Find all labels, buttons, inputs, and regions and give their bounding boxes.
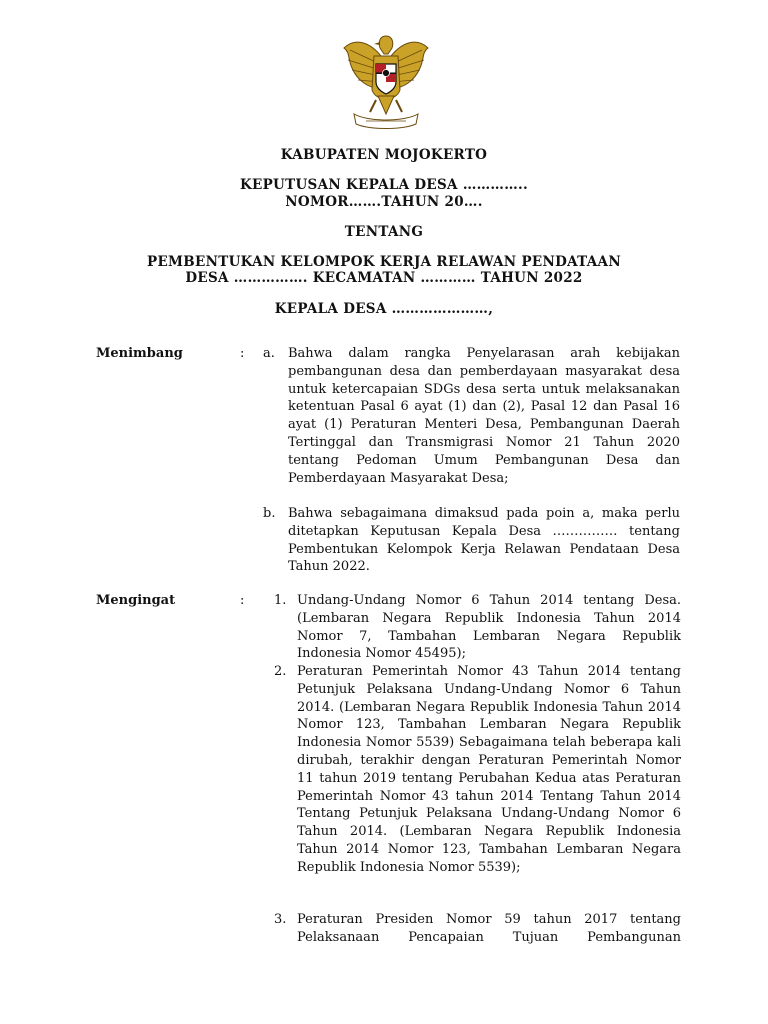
- menimbang-label: Menimbang: [96, 346, 183, 361]
- mengingat-item-2: Peraturan Pemerintah Nomor 43 Tahun 2014 tentang Petunjuk Pelaksana Undang-Undang Nomor 6 Tahun 2014. (Lembaran Negara Republik Indonesia Tahun 2014 Nomor 123, Tambahan Lembaran Negara Republik Indonesia Nomor 5539) Sebagaimana telah beberapa kali dirubah, terakhir dengan Peraturan Pemerintah Nomor 11 tahun 2019 tentang Perubahan Kedua atas Peraturan Pemerintah Nomor 43 tahun 2014 Tentang Tahun 2014 Tentang Petunjuk Pelaksana Undang-Undang Nomor 6 Tahun 2014. (Lembaran Negara Republik Indonesia Tahun 2014 Nomor 123, Tambahan Lembaran Negara Republik Indonesia Nomor 5539);: [297, 664, 681, 875]
- mengingat-item-3: Peraturan Presiden Nomor 59 tahun 2017 tentang Pelaksanaan Pencapaian Tujuan Pembangunan: [297, 912, 681, 945]
- mengingat-marker-3: 3.: [274, 912, 287, 927]
- about-heading: TENTANG: [344, 224, 424, 240]
- mengingat-label: Mengingat: [96, 593, 176, 608]
- head-of-village-heading: KEPALA DESA …………………,: [274, 301, 494, 317]
- decree-number: NOMOR…….TAHUN 20….: [285, 194, 483, 210]
- menimbang-item-b: Bahwa sebagaimana dimaksud pada poin a, maka perlu ditetapkan Keputusan Kepala Desa …………… tentang Pembentukan Kelompok Kerja Relawan Pendataan Desa Tahun 2022.: [288, 506, 680, 575]
- regency-title: KABUPATEN MOJOKERTO: [280, 147, 488, 163]
- subject-line-2: DESA ……………. KECAMATAN ………… TAHUN 2022: [185, 270, 583, 286]
- mengingat-item-1: Undang-Undang Nomor 6 Tahun 2014 tentang Desa. (Lembaran Negara Republik Indonesia Tahun 2014 Nomor 7, Tambahan Lembaran Negara Republik Indonesia Nomor 45495);: [297, 593, 681, 662]
- menimbang-marker-b: b.: [263, 506, 276, 521]
- menimbang-marker-a: a.: [263, 346, 275, 361]
- menimbang-item-a: Bahwa dalam rangka Penyelarasan arah kebijakan pembangunan desa dan pemberdayaan masyarakat desa untuk ketercapaian SDGs desa serta untuk melaksanakan ketentuan Pasal 6 ayat (1) dan (2), Pasal 12 dan Pasal 16 ayat (1) Peraturan Menteri Desa, Pembangunan Daerah Tertinggal dan Transmigrasi Nomor 21 Tahun 2020 tentang Pedoman Umum Pembangunan Desa dan Pemberdayaan Masyarakat Desa;: [288, 346, 680, 486]
- mengingat-marker-2: 2.: [274, 664, 287, 679]
- menimbang-colon: :: [240, 346, 245, 361]
- subject-line-1: PEMBENTUKAN KELOMPOK KERJA RELAWAN PENDATAAN: [147, 254, 621, 270]
- mengingat-colon: :: [240, 593, 245, 608]
- decree-title: KEPUTUSAN KEPALA DESA …………..: [239, 177, 529, 193]
- mengingat-marker-1: 1.: [274, 593, 287, 608]
- garuda-emblem-icon: [340, 30, 432, 130]
